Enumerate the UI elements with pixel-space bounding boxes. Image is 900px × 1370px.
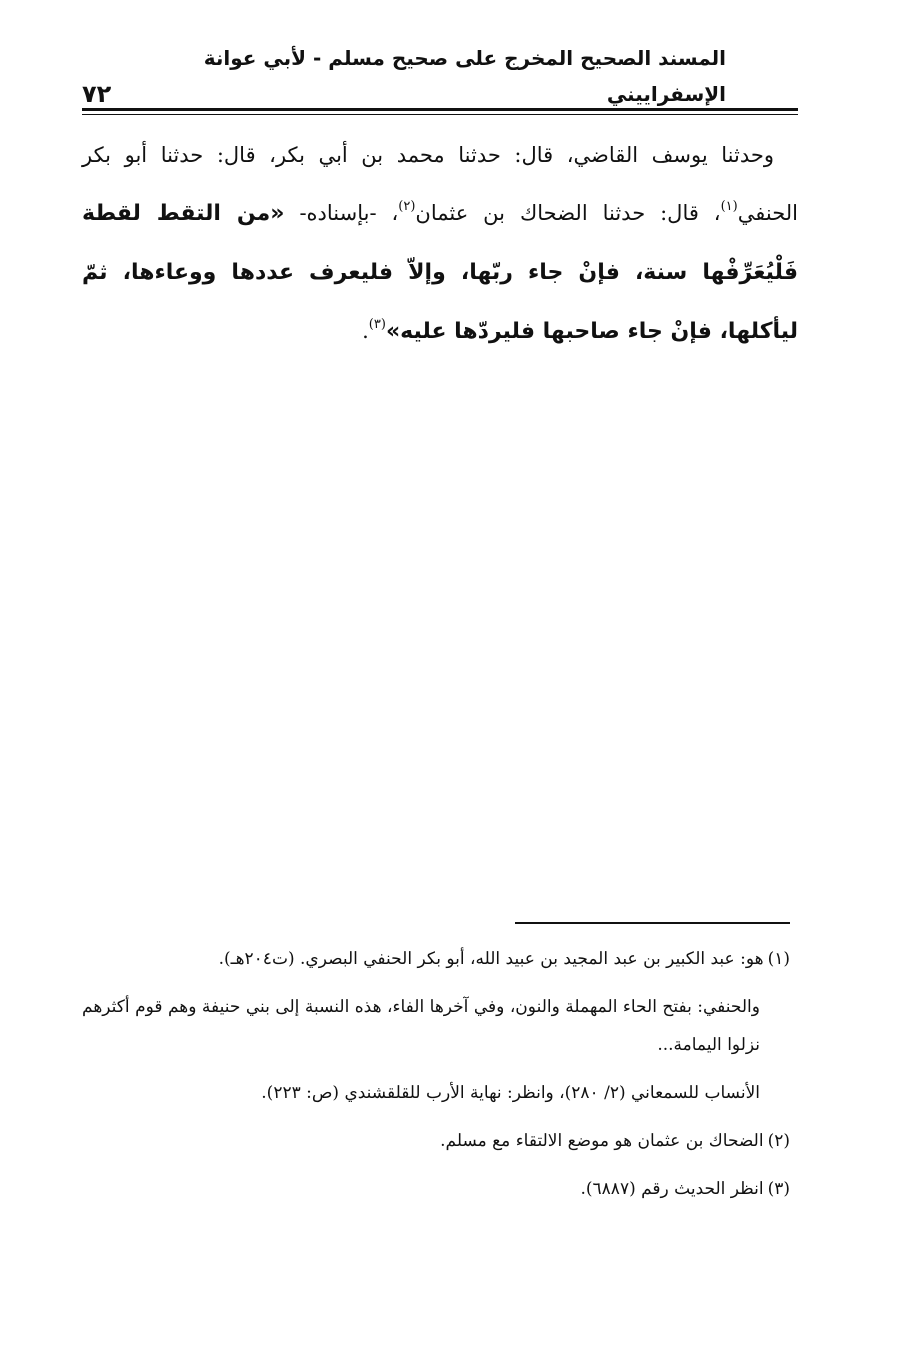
footnote-ref-2[interactable]: (٢) (398, 199, 416, 214)
footnote-ref-1[interactable]: (١) (720, 199, 738, 214)
isnad-part-1: وحدثنا يوسف القاضي، قال: حدثنا محمد بن أبي بكر، قال: حدثنا أبو بكر الحنفي (82, 143, 798, 225)
footnotes (82, 940, 790, 1218)
footnote-1 (82, 940, 790, 978)
header-rule (82, 108, 798, 111)
footnote-text: الضحاك بن عثمان هو موضع الالتقاء مع مسلم. (440, 1131, 764, 1151)
footnote-ref-3[interactable]: (٣) (368, 317, 386, 332)
isnad-part-3: ، -بإسناده- (284, 201, 399, 225)
page-number: ٧٢ (82, 80, 112, 108)
hadith-paragraph (82, 126, 798, 361)
header-rule-thin (82, 114, 798, 115)
footnote-text: هو: عبد الكبير بن عبد المجيد بن عبيد الله، أبو بكر الحنفي البصري. (ت٢٠٤هـ). (218, 949, 764, 969)
paragraph-end: . (362, 319, 369, 343)
footnote-text: الأنساب للسمعاني (٢/ ٢٨٠)، وانظر: نهاية الأرب للقلقشندي (ص: ٢٢٣). (261, 1083, 760, 1103)
footnote-3 (82, 1170, 790, 1208)
footnote-number: (٢) (767, 1131, 790, 1151)
footnote-number: (٣) (767, 1179, 790, 1199)
footnote-1-continuation (82, 988, 760, 1064)
header-title: المسند الصحيح المخرج على صحيح مسلم - لأبي عوانة الإسفراييني (203, 46, 726, 106)
running-header (82, 46, 798, 112)
footnote-separator (515, 922, 790, 924)
main-text (82, 126, 798, 361)
hadith-text: «من التقط لقطة فَلْيُعَرِّفْها سنة، فإنْ جاء ربّها، وإلاّ فليعرف عددها ووعاءها، ثمّ ليأكلها، فإنْ جاء صاحبها فليردّها عليه» (82, 201, 798, 344)
footnote-text: والحنفي: بفتح الحاء المهملة والنون، وفي آخرها الفاء، هذه النسبة إلى بني حنيفة وهم قوم أكثرهم نزلوا اليمامة... (82, 997, 760, 1055)
footnote-2 (82, 1122, 790, 1160)
footnote-text: انظر الحديث رقم (٦٨٨٧). (580, 1179, 764, 1199)
footnote-1-source (82, 1074, 760, 1112)
footnote-number: (١) (767, 949, 790, 969)
book-page (82, 46, 798, 1310)
isnad-part-2: ، قال: حدثنا الضحاك بن عثمان (415, 201, 721, 225)
